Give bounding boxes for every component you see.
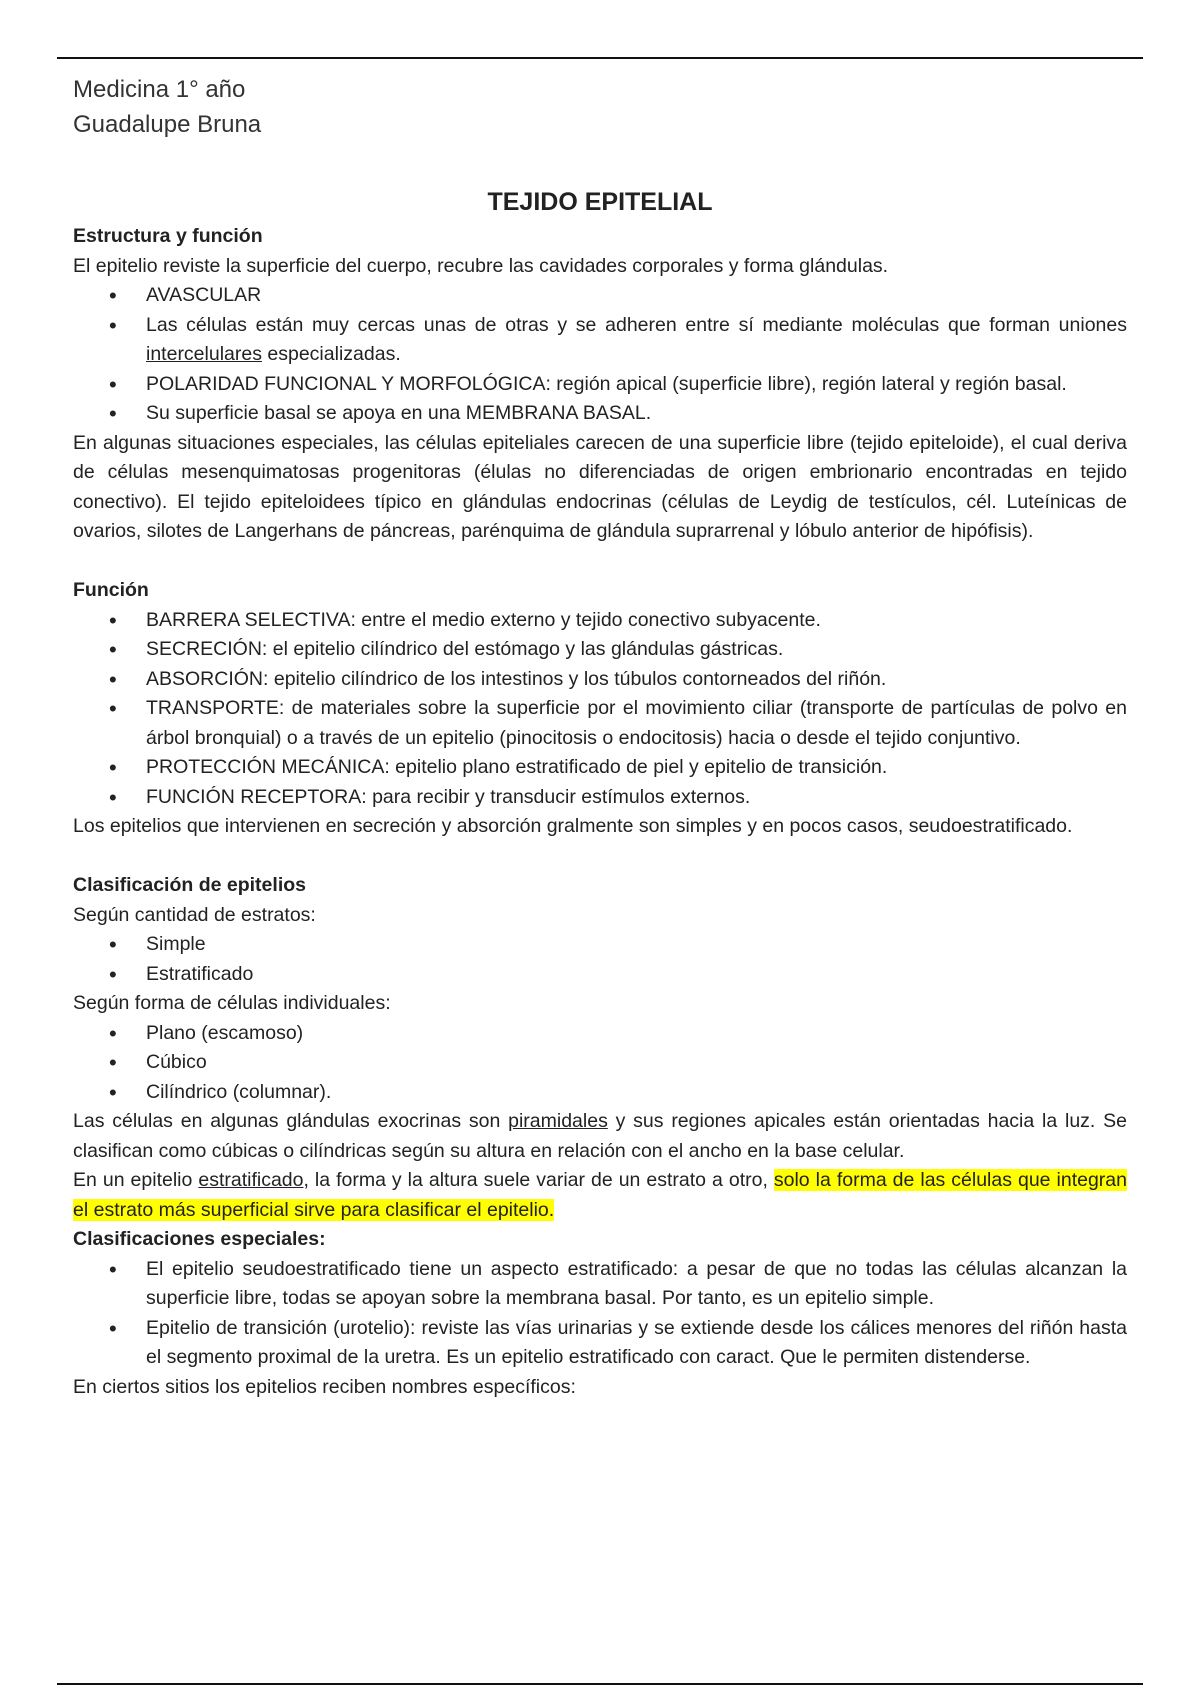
header-author: Guadalupe Bruna [73,111,262,138]
spacer [73,547,1127,577]
page-title: TEJIDO EPITELIAL [487,188,713,216]
underlined-term: estratificado [198,1169,304,1191]
list-item: • POLARIDAD FUNCIONAL Y MORFOLÓGICA: región apical (superficie libre), región lateral y región basal. [146,370,1127,400]
highlighted-text: solo la forma de las células que integran el estrato más superficial sirve para clasificar el epitelio. [73,1169,1127,1221]
funcion-paragraph: Los epitelios que intervienen en secreción y absorción gralmente son simples y en pocos casos, seudoestratificado. [73,815,1073,837]
section-heading-estructura: Estructura y función [73,225,263,247]
list-item: • FUNCIÓN RECEPTORA: para recibir y transducir estímulos externos. [146,783,1127,813]
section-heading-clasificacion: Clasificación de epitelios [73,874,306,896]
text-run: y sus regiones apicales están orientadas hacia la luz. Se clasifican como cúbicas o cilíndricas según su altura en relación con el ancho en la base celular. [73,1110,1127,1162]
underlined-term: intercelulares [146,343,262,365]
estructura-list [73,281,1127,429]
piramidales-paragraph [73,1107,1127,1166]
list-item: • Simple [146,930,1127,960]
list-item: • Plano (escamoso) [146,1019,1127,1049]
top-rule [57,57,1143,59]
epiteloide-paragraph: En algunas situaciones especiales, las células epiteliales carecen de una superficie libre (tejido epiteloide), el cual deriva de células mesenquimatosas progenitoras (élulas no diferenciadas de origen embrionario encontradas en tejido conectivo). El tejido epiteloidees típico en glándulas endocrinas (células de Leydig de testículos, cél. Luteínicas de ovarios, silotes de Langerhans de páncreas, parénquima de glándula suprarrenal y lóbulo anterior de hipófisis). [73,431,1127,542]
document-header [73,72,261,142]
estratos-label: Según cantidad de estratos: [73,903,316,926]
list-item: • Su superficie basal se apoya en una MEMBRANA BASAL. [146,399,1127,429]
spacer [73,842,1127,872]
document-body [73,222,1127,1402]
text-run: , la forma y la altura suele variar de un estrato a otro, [303,1169,774,1191]
underlined-term: piramidales [508,1110,608,1132]
list-item: • ABSORCIÓN: epitelio cilíndrico de los intestinos y los túbulos contorneados del riñón. [146,665,1127,695]
text-run: Las células en algunas glándulas exocrinas son [73,1110,509,1132]
estratificado-paragraph [73,1166,1127,1225]
list-item: • AVASCULAR [146,281,1127,311]
forma-label: Según forma de células individuales: [73,992,391,1014]
text-run: especializadas. [261,343,401,365]
funcion-list [73,606,1127,813]
list-item: • El epitelio seudoestratificado tiene un aspecto estratificado: a pesar de que no todas las células alcanzan la superficie libre, todas se apoyan sobre la membrana basal. Por tanto, es un epitelio simple. [146,1255,1127,1314]
closing-line: En ciertos sitios los epitelios reciben nombres específicos: [73,1375,576,1398]
estratos-list [73,930,1127,989]
list-item: • Epitelio de transición (urotelio): reviste las vías urinarias y se extiende desde los cálices menores del riñón hasta el segmento proximal de la uretra. Es un epitelio estratificado con caract. Que le permiten distenderse. [146,1314,1127,1373]
list-item [146,311,1127,370]
text-run: Las células están muy cercas unas de otras y se adheren entre sí mediante moléculas que forman uniones [146,313,1127,336]
list-item: • Cilíndrico (columnar). [146,1078,1127,1108]
section-heading-especiales: Clasificaciones especiales: [73,1228,326,1250]
text-run: En un epitelio [73,1169,199,1191]
header-course: Medicina 1° año [73,76,246,103]
list-item: • TRANSPORTE: de materiales sobre la superficie por el movimiento ciliar (transporte de partículas de polvo en árbol bronquial) o a través de un epitelio (pinocitosis o endocitosis) hacia o desde el tejido conjuntivo. [146,694,1127,753]
list-item: • PROTECCIÓN MECÁNICA: epitelio plano estratificado de piel y epitelio de transición. [146,753,1127,783]
list-item: • SECRECIÓN: el epitelio cilíndrico del estómago y las glándulas gástricas. [146,635,1127,665]
estructura-intro: El epitelio reviste la superficie del cuerpo, recubre las cavidades corporales y forma glándulas. [73,254,889,277]
section-heading-funcion: Función [73,579,149,601]
formas-list [73,1019,1127,1108]
especiales-list [73,1255,1127,1373]
list-item: • Estratificado [146,960,1127,990]
bottom-rule [57,1683,1143,1685]
list-item: • BARRERA SELECTIVA: entre el medio externo y tejido conectivo subyacente. [146,606,1127,636]
list-item: • Cúbico [146,1048,1127,1078]
